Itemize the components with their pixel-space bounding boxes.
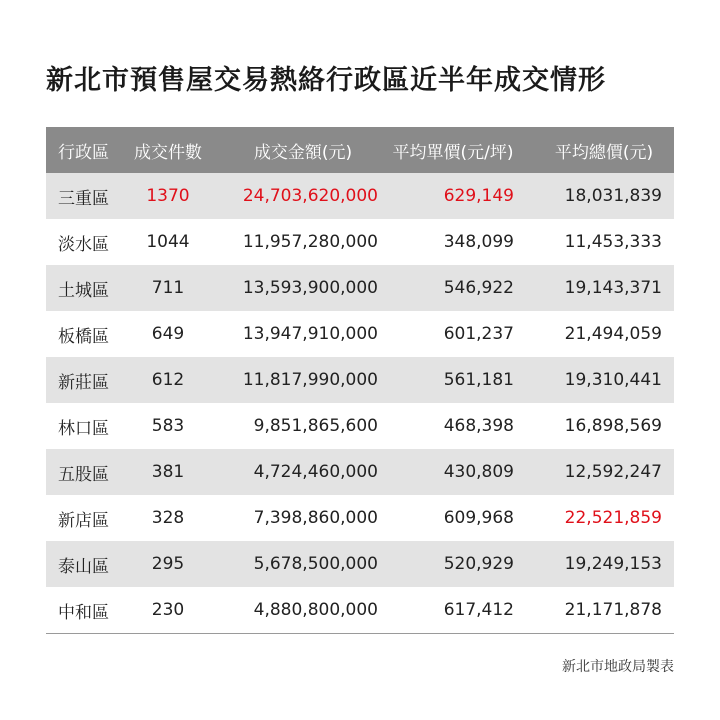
- cell-district: 五股區: [58, 464, 109, 485]
- cell-total-price: 18,031,839: [564, 186, 662, 206]
- cell-total-price: 21,171,878: [564, 600, 662, 620]
- cell-count: 295: [151, 554, 185, 574]
- cell-total-price: 19,249,153: [564, 554, 662, 574]
- cell-count: 230: [151, 600, 185, 620]
- cell-unit-price: 609,968: [443, 508, 514, 528]
- cell-amount: 7,398,860,000: [253, 508, 378, 528]
- cell-district: 土城區: [58, 280, 109, 301]
- header-district: 行政區: [58, 142, 109, 163]
- cell-amount: 9,851,865,600: [253, 416, 378, 436]
- cell-amount: 4,880,800,000: [253, 600, 378, 620]
- cell-unit-price: 520,929: [443, 554, 514, 574]
- cell-unit-price: 561,181: [443, 370, 514, 390]
- cell-district: 新店區: [58, 510, 109, 531]
- cell-amount: 24,703,620,000: [242, 186, 378, 206]
- cell-amount: 13,947,910,000: [242, 324, 378, 344]
- district-transactions-table: [46, 127, 674, 634]
- header-amount: 成交金額(元): [253, 142, 353, 163]
- cell-unit-price: 430,809: [443, 462, 514, 482]
- cell-district: 泰山區: [58, 556, 109, 577]
- cell-total-price: 21,494,059: [564, 324, 662, 344]
- table-row: [46, 403, 674, 449]
- table-header-row: [46, 127, 674, 173]
- cell-count: 583: [151, 416, 185, 436]
- table-row: [46, 173, 674, 219]
- table-row: [46, 357, 674, 403]
- table-row: [46, 541, 674, 587]
- cell-total-price: 11,453,333: [564, 232, 662, 252]
- cell-unit-price: 629,149: [443, 186, 514, 206]
- cell-total-price: 19,143,371: [564, 278, 662, 298]
- cell-unit-price: 348,099: [443, 232, 514, 252]
- cell-total-price: 12,592,247: [564, 462, 662, 482]
- table-row: [46, 449, 674, 495]
- table-row: [46, 495, 674, 541]
- cell-total-price: 22,521,859: [564, 508, 662, 528]
- table-row: [46, 311, 674, 357]
- cell-count: 1370: [146, 186, 190, 206]
- cell-unit-price: 468,398: [443, 416, 514, 436]
- cell-district: 三重區: [58, 188, 109, 209]
- cell-district: 淡水區: [58, 234, 109, 255]
- table-row: [46, 219, 674, 265]
- cell-total-price: 19,310,441: [564, 370, 662, 390]
- cell-amount: 11,957,280,000: [242, 232, 378, 252]
- cell-district: 新莊區: [58, 372, 109, 393]
- cell-count: 381: [151, 462, 185, 482]
- cell-unit-price: 601,237: [443, 324, 514, 344]
- header-total-price: 平均總價(元): [554, 142, 654, 163]
- cell-count: 649: [151, 324, 185, 344]
- cell-amount: 5,678,500,000: [253, 554, 378, 574]
- cell-amount: 4,724,460,000: [253, 462, 378, 482]
- cell-district: 板橋區: [58, 326, 109, 347]
- table-row: [46, 587, 674, 634]
- cell-unit-price: 546,922: [443, 278, 514, 298]
- cell-count: 1044: [146, 232, 190, 252]
- cell-total-price: 16,898,569: [564, 416, 662, 436]
- cell-count: 612: [151, 370, 185, 390]
- cell-district: 中和區: [58, 602, 109, 623]
- cell-amount: 13,593,900,000: [242, 278, 378, 298]
- cell-count: 711: [151, 278, 185, 298]
- cell-unit-price: 617,412: [443, 600, 514, 620]
- cell-count: 328: [151, 508, 185, 528]
- table-row: [46, 265, 674, 311]
- header-unit-price: 平均單價(元/坪): [392, 142, 514, 163]
- page-title: 新北市預售屋交易熱絡行政區近半年成交情形: [46, 65, 606, 96]
- cell-amount: 11,817,990,000: [242, 370, 378, 390]
- header-count: 成交件數: [134, 142, 202, 163]
- cell-district: 林口區: [58, 418, 109, 439]
- source-credit: 新北市地政局製表: [562, 659, 674, 675]
